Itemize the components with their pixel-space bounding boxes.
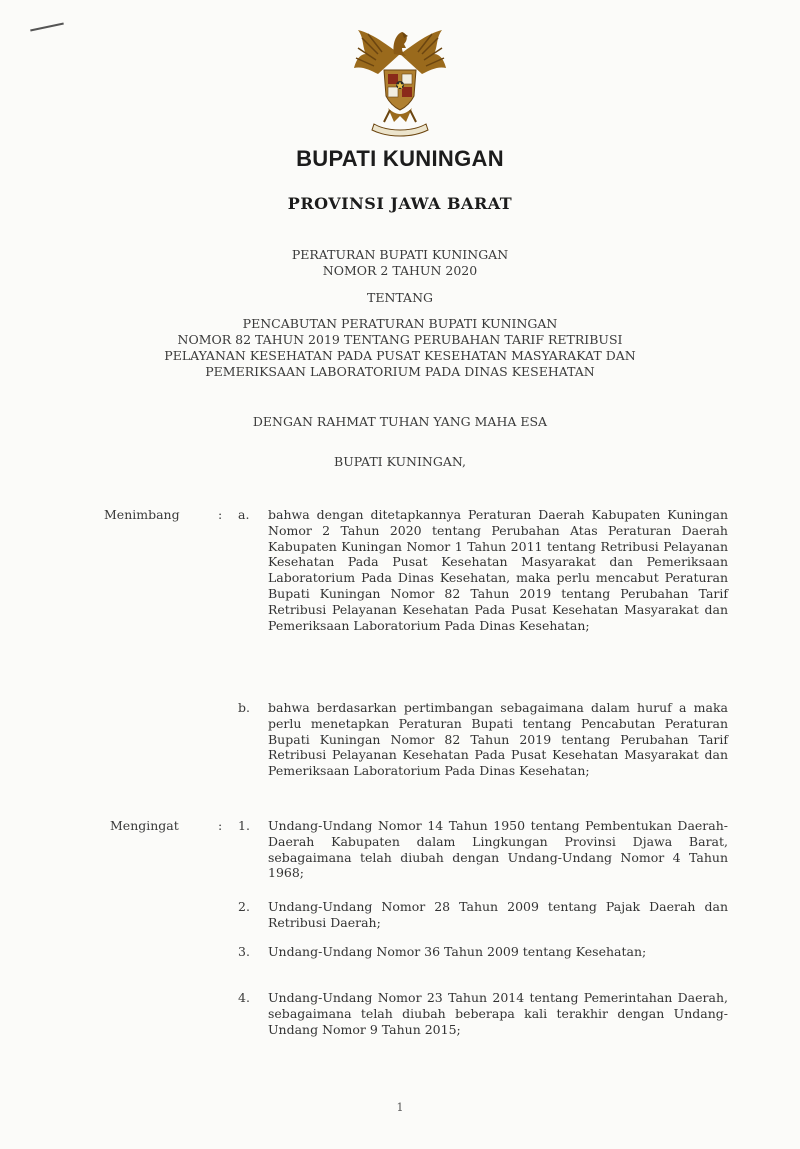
mengingat-item-text: Undang-Undang Nomor 28 Tahun 2009 tentang Pajak Daerah dan Retribusi Daerah; (268, 899, 728, 930)
mengingat-separator: : (218, 818, 223, 833)
item-marker: 3. (238, 944, 250, 959)
mengingat-item-text: Undang-Undang Nomor 14 Tahun 1950 tentang Pembentukan Daerah-Daerah Kabupaten dalam Lingkungan Provinsi Djawa Barat, sebagaimana telah diubah dengan Undang-Undang Nomor 4 Tahun 1968; (268, 818, 728, 881)
pen-stroke-mark (30, 22, 64, 31)
subject-line: PEMERIKSAAN LABORATORIUM PADA DINAS KESEHATAN (205, 364, 595, 379)
subject-line: PELAYANAN KESEHATAN PADA PUSAT KESEHATAN MASYARAKAT DAN (164, 348, 636, 363)
garuda-emblem-icon (348, 24, 452, 138)
regulation-number: NOMOR 2 TAHUN 2020 (322, 263, 478, 278)
menimbang-item-text: bahwa berdasarkan pertimbangan sebagaimana dalam huruf a maka perlu menetapkan Peraturan Bupati tentang Pencabutan Peraturan Bupati Kuningan Nomor 82 Tahun 2019 tentang Perubahan Tarif Retribusi Pelayanan Kesehatan Pada Pusat Kesehatan Masyarakat dan Pemeriksaan Laboratorium Pada Dinas Kesehatan; (268, 700, 728, 779)
page-number: 1 (396, 1101, 404, 1114)
subject-line: PENCABUTAN PERATURAN BUPATI KUNINGAN (242, 316, 558, 331)
about-heading: TENTANG (366, 290, 433, 305)
authority-line: BUPATI KUNINGAN, (334, 454, 466, 469)
issuer-title: BUPATI KUNINGAN (296, 146, 504, 171)
item-marker: a. (238, 507, 250, 522)
subject-line: NOMOR 82 TAHUN 2019 TENTANG PERUBAHAN TARIF RETRIBUSI (177, 332, 623, 347)
mengingat-item-text: Undang-Undang Nomor 23 Tahun 2014 tentang Pemerintahan Daerah, sebagaimana telah diubah beberapa kali terakhir dengan Undang-Undang Nomor 9 Tahun 2015; (268, 990, 728, 1037)
menimbang-separator: : (218, 507, 223, 522)
item-marker: 1. (238, 818, 250, 833)
menimbang-item-text: bahwa dengan ditetapkannya Peraturan Daerah Kabupaten Kuningan Nomor 2 Tahun 2020 tentang Perubahan Atas Peraturan Daerah Kabupaten Kuningan Nomor 1 Tahun 2011 tentang Retribusi Pelayanan Kesehatan Pada Pusat Kesehatan Masyarakat dan Pemeriksaan Laboratorium Pada Dinas Kesehatan, maka perlu mencabut Peraturan Bupati Kuningan Nomor 82 Tahun 2019 tentang Perubahan Tarif Retribusi Pelayanan Kesehatan Pada Pusat Kesehatan Masyarakat dan Pemeriksaan Laboratorium Pada Dinas Kesehatan; (268, 507, 728, 633)
regulation-title: PERATURAN BUPATI KUNINGAN (291, 247, 509, 262)
menimbang-label: Menimbang (104, 507, 180, 522)
mengingat-item-text: Undang-Undang Nomor 36 Tahun 2009 tentang Kesehatan; (268, 944, 647, 959)
item-marker: 4. (238, 990, 250, 1005)
province-title: PROVINSI JAWA BARAT (287, 194, 513, 213)
mengingat-label: Mengingat (110, 818, 179, 833)
blessing-line: DENGAN RAHMAT TUHAN YANG MAHA ESA (252, 414, 548, 429)
item-marker: 2. (238, 899, 250, 914)
item-marker: b. (238, 700, 250, 715)
